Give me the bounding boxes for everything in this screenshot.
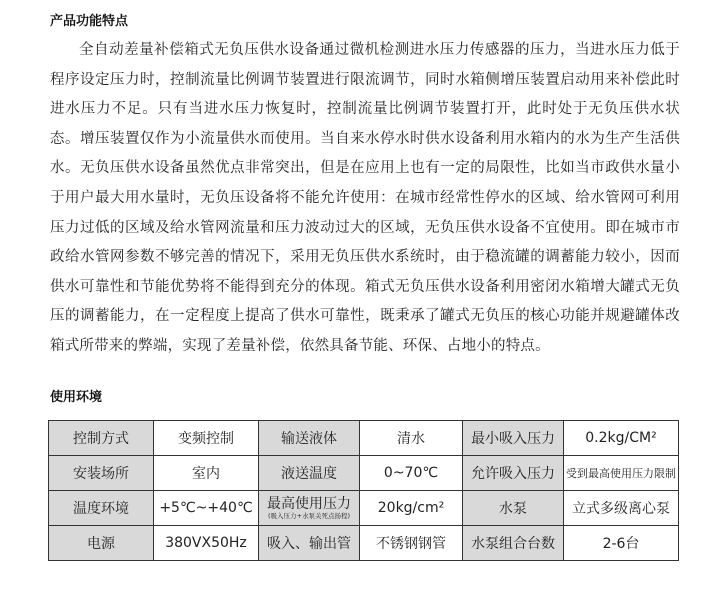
table-row: [49, 526, 679, 561]
table-cell-label: 控制方式: [49, 421, 154, 456]
max-pressure-label: 最高使用压力: [267, 495, 351, 512]
max-pressure-note: (吸入压力+水泵关死点扬程): [267, 511, 351, 520]
table-cell-label: 吸入、输出管: [259, 526, 360, 561]
features-paragraph: 全自动差量补偿箱式无负压供水设备通过微机检测进水压力传感器的压力，当进水压力低于程序设定压力时，控制流量比例调节装置进行限流调节，同时水箱侧增压装置启动用来补偿此时进水压力不足。只有当进水压力恢复时，控制流量比例调节装置打开，此时处于无负压供水状态。增压装置仅作为小流量供水而使用。当自来水停水时供水设备利用水箱内的水为生产生活供水。无负压供水设备虽然优点非常突出，但是在应用上也有一定的局限性，比如当市政供水量小于用户最大用水量时，无负压设备将不能允许使用：在城市经常性停水的区域、给水管网可利用压力过低的区域及给水管网流量和压力波动过大的区域，无负压供水设备不宜使用。即在城市市政给水管网参数不够完善的情况下，采用无负压供水系统时，由于稳流罐的调蓄能力较小，因而供水可靠性和节能优势将不能得到充分的体现。箱式无负压供水设备利用密闭水箱增大罐式无负压的调蓄能力，在一定程度上提高了供水可靠性，既秉承了罐式无负压的核心功能并规避罐体改箱式所带来的弊端，实现了差量补偿，依然具备节能、环保、占地小的特点。: [50, 42, 680, 354]
table-cell-value: 变频控制: [154, 421, 259, 456]
table-cell-value: +5℃~+40℃: [154, 491, 259, 526]
table-cell-value: 不锈钢钢管: [360, 526, 463, 561]
table-cell-label: 液送温度: [259, 456, 360, 491]
section-title-features: 产品功能特点: [50, 14, 129, 29]
table-row: [49, 456, 679, 491]
table-cell-value: 室内: [154, 456, 259, 491]
table-cell-label: 电源: [49, 526, 154, 561]
table-cell-value: 380VX50Hz: [154, 526, 259, 561]
table-cell-value: 20kg/cm²: [360, 491, 463, 526]
section-title-environment: 使用环境: [50, 390, 103, 405]
table-cell-value: 立式多级离心泵: [564, 491, 679, 526]
table-cell-value: 2-6台: [564, 526, 679, 561]
table-row: [49, 491, 679, 526]
table-cell-label: 温度环境: [49, 491, 154, 526]
table-cell-label: 水泵: [463, 491, 564, 526]
table-cell-label: 输送液体: [259, 421, 360, 456]
table-cell-value: 0.2kg/CM²: [564, 421, 679, 456]
table-cell-value: 0~70℃: [360, 456, 463, 491]
table-row: [49, 421, 679, 456]
table-cell-value: 清水: [360, 421, 463, 456]
table-cell-value: 受到最高使用压力限制: [564, 456, 679, 491]
environment-spec-table: [48, 420, 679, 561]
table-cell-label: 水泵组合台数: [463, 526, 564, 561]
table-cell-label: 允许吸入压力: [463, 456, 564, 491]
table-cell-label: [259, 491, 360, 526]
table-cell-label: 安装场所: [49, 456, 154, 491]
table-cell-label: 最小吸入压力: [463, 421, 564, 456]
